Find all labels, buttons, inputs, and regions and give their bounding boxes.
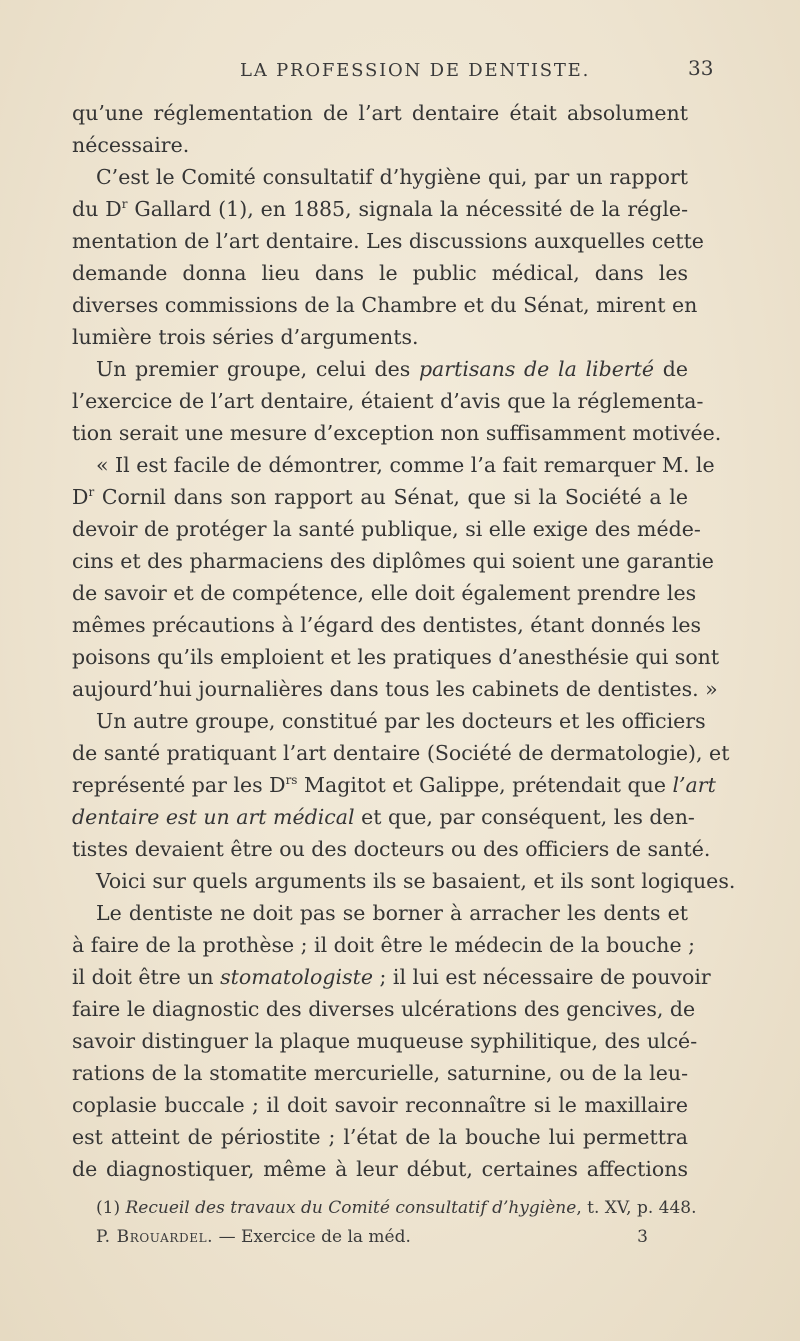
text-line: tion serait une mesure d’exception non suffisamment motivée.	[72, 421, 722, 445]
text-line: poisons qu’ils emploient et les pratiques d’anesthésie qui sont	[72, 645, 720, 669]
text-line: de diagnostiquer, même à leur début, certaines affections	[72, 1157, 688, 1181]
signature-line	[96, 1227, 688, 1247]
text-line: de savoir et de compétence, elle doit également prendre les	[72, 581, 697, 605]
text-line: à faire de la prothèse ; il doit être le médecin de la bouche ;	[72, 933, 696, 957]
text-line: du $D^r$ Gallard (1), en 1885, signala la nécessité de la régle-	[72, 197, 688, 221]
text-line: Voici sur quels arguments ils se basaient, et ils sont logiques.	[96, 869, 736, 893]
text-line: dentaire est un art médical et que, par conséquent, les den-	[72, 805, 695, 829]
text-line: mêmes précautions à l’égard des dentistes, étant donnés les	[72, 613, 702, 637]
text-line: nécessaire.	[72, 133, 190, 157]
text-line: faire le diagnostic des diverses ulcérations des gencives, de	[72, 997, 696, 1021]
text-line: mentation de l’art dentaire. Les discussions auxquelles cette	[72, 229, 704, 253]
text-line: il doit être un stomatologiste ; il lui est nécessaire de pouvoir	[72, 965, 711, 989]
footnote-marker: (1)	[96, 1198, 126, 1218]
footnote-ref: , t. XV, p. 448.	[576, 1198, 697, 1218]
text-line: « Il est facile de démontrer, comme l’a fait remarquer M. le	[96, 453, 715, 477]
text-line: coplasie buccale ; il doit savoir reconnaître si le maxillaire	[72, 1093, 688, 1117]
running-head	[0, 56, 800, 86]
text-line: Le dentiste ne doit pas se borner à arracher les dents et	[96, 901, 688, 925]
text-line: lumière trois séries d’arguments.	[72, 325, 419, 349]
text-line: cins et des pharmaciens des diplômes qui soient une garantie	[72, 549, 714, 573]
text-line: C’est le Comité consultatif d’hygiène qui, par un rapport	[96, 165, 688, 189]
text-line: rations de la stomatite mercurielle, saturnine, ou de la leu-	[72, 1061, 688, 1085]
text-line: diverses commissions de la Chambre et du Sénat, mirent en	[72, 293, 698, 317]
text-line: tistes devaient être ou des docteurs ou des officiers de santé.	[72, 837, 711, 861]
text-line: Un premier groupe, celui des partisans de la liberté de	[96, 357, 688, 381]
page-number: 33	[688, 56, 714, 80]
text-line: représenté par les $D^{rs}$ Magitot et Galippe, prétendait que l’art	[72, 773, 716, 797]
running-title: LA PROFESSION DE DENTISTE.	[240, 60, 591, 81]
text-line: qu’une réglementation de l’art dentaire était absolument	[72, 101, 688, 125]
signature-number: 3	[637, 1227, 648, 1247]
text-line: de santé pratiquant l’art dentaire (Société de dermatologie), et	[72, 741, 730, 765]
signature-author: P. Brouardel.	[96, 1227, 214, 1247]
text-line: est atteint de périostite ; l’état de la bouche lui permettra	[72, 1125, 688, 1149]
text-line: devoir de protéger la santé publique, si elle exige des méde-	[72, 517, 701, 541]
footnote-title: Recueil des travaux du Comité consultatif d’hygiène	[125, 1198, 577, 1218]
text-line: demande donna lieu dans le public médical, dans les	[72, 261, 688, 285]
text-line: aujourd’hui journalières dans tous les cabinets de dentistes. »	[72, 677, 718, 701]
text-line: savoir distinguer la plaque muqueuse syphilitique, des ulcé-	[72, 1029, 698, 1053]
text-line: Un autre groupe, constitué par les docteurs et les officiers	[96, 709, 706, 733]
text-line: l’exercice de l’art dentaire, étaient d’avis que la réglementa-	[72, 389, 704, 413]
footnote	[96, 1198, 697, 1218]
text-line: $D^r$ Cornil dans son rapport au Sénat, que si la Société a le	[72, 485, 688, 509]
signature-text: — Exercice de la méd.	[213, 1227, 411, 1247]
